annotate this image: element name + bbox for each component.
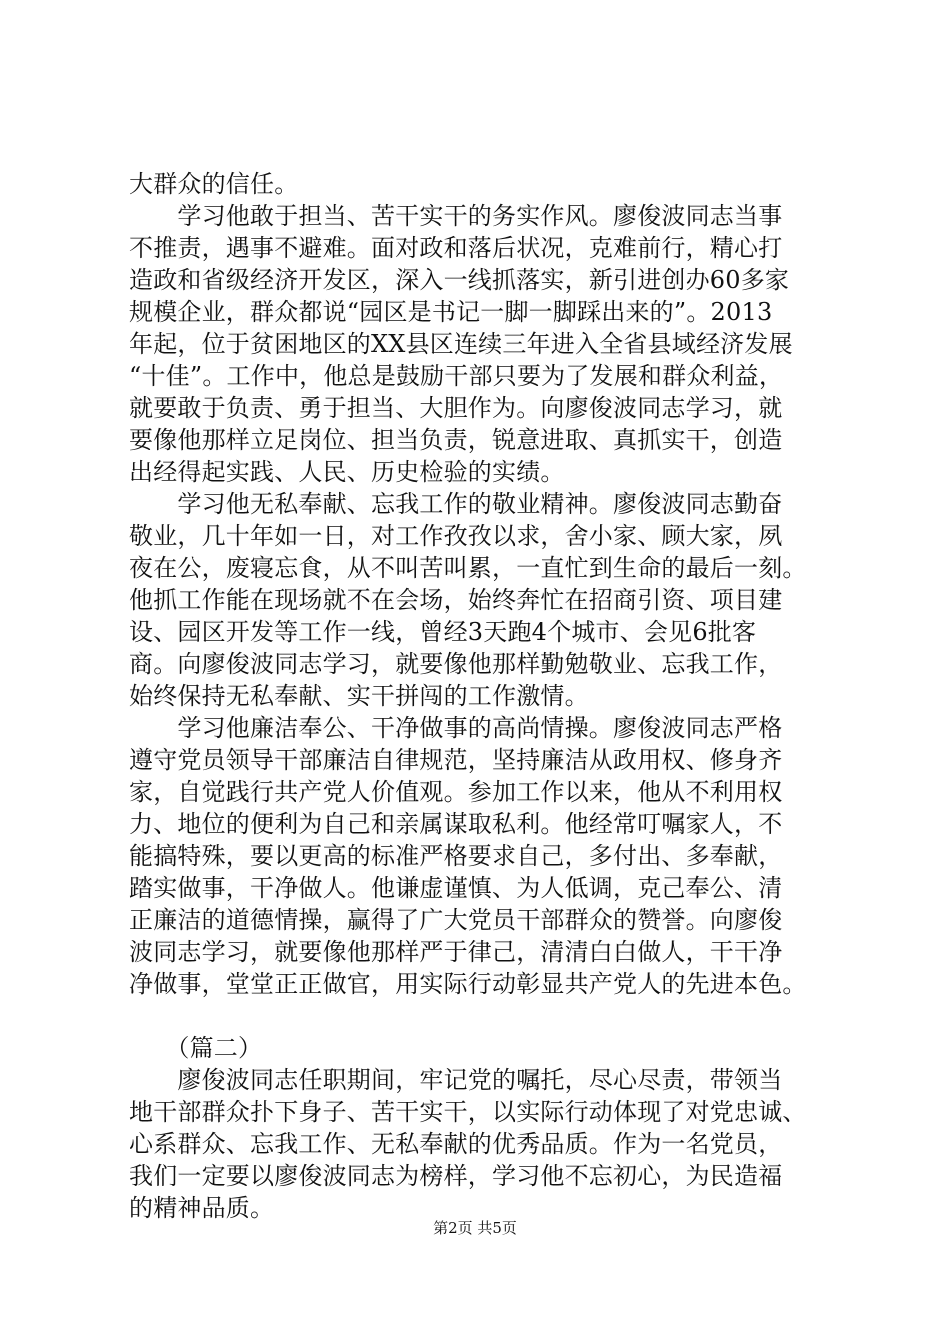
text-line: 规模企业，群众都说“园区是书记一脚一脚踩出来的”。2013	[129, 298, 773, 326]
text-line: 不推责，遇事不避难。面对政和落后状况，克难前行，精心打	[129, 234, 783, 262]
page-indicator: 第2页 共5页	[433, 1219, 517, 1237]
text-line: 始终保持无私奉献、实干拼闯的工作激情。	[129, 682, 589, 710]
section-heading	[129, 1032, 829, 1064]
paragraph-integrity	[129, 712, 829, 1000]
text-line: 我们一定要以廖俊波同志为榜样，学习他不忘初心，为民造福	[129, 1162, 783, 1190]
blank-line	[129, 1000, 829, 1032]
text-line: “十佳”。工作中，他总是鼓励干部只要为了发展和群众利益，	[129, 362, 784, 390]
text-line: 能搞特殊，要以更高的标准严格要求自己，多付出、多奉献，	[129, 842, 783, 870]
paragraph-continuation	[129, 168, 829, 200]
paragraph-section-two	[129, 1064, 829, 1224]
text-line: 要像他那样立足岗位、担当负责，锐意进取、真抓实干，创造	[129, 426, 783, 454]
text-line: 踏实做事，干净做人。他谦虚谨慎、为人低调，克己奉公、清	[129, 874, 783, 902]
text-line: 学习他无私奉献、忘我工作的敬业精神。廖俊波同志勤奋	[129, 490, 783, 518]
text-line: 造政和省级经济开发区，深入一线抓落实，新引进创办60多家	[129, 266, 790, 294]
text-line: 商。向廖俊波同志学习，就要像他那样勤勉敬业、忘我工作，	[129, 650, 783, 678]
text-line: 学习他敢于担当、苦干实干的务实作风。廖俊波同志当事	[129, 202, 783, 230]
text-line: 力、地位的便利为自己和亲属谋取私利。他经常叮嘱家人，不	[129, 810, 783, 838]
section-title: （篇二）	[129, 1034, 263, 1062]
paragraph-pragmatic-style	[129, 200, 829, 488]
text-line: 净做事，堂堂正正做官，用实际行动彰显共产党人的先进本色。	[129, 970, 807, 998]
text-line: 学习他廉洁奉公、干净做事的高尚情操。廖俊波同志严格	[129, 714, 783, 742]
text-line: 夜在公，废寝忘食，从不叫苦叫累，一直忙到生命的最后一刻。	[129, 554, 807, 582]
text-line: 他抓工作能在现场就不在会场，始终奔忙在招商引资、项目建	[129, 586, 783, 614]
text-line: 就要敢于负责、勇于担当、大胆作为。向廖俊波同志学习，就	[129, 394, 783, 422]
text-line: 遵守党员领导干部廉洁自律规范，坚持廉洁从政用权、修身齐	[129, 746, 783, 774]
text-line: 设、园区开发等工作一线，曾经3天跑4个城市、会见6批客	[129, 618, 757, 646]
document-body	[129, 168, 829, 1224]
text-line: 年起，位于贫困地区的XX县区连续三年进入全省县域经济发展	[129, 330, 793, 358]
text-line: 正廉洁的道德情操，赢得了广大党员干部群众的赞誉。向廖俊	[129, 906, 783, 934]
text-line: 大群众的信任。	[129, 170, 299, 198]
text-line: 廖俊波同志任职期间，牢记党的嘱托，尽心尽责，带领当	[129, 1066, 783, 1094]
text-line: 的精神品质。	[129, 1194, 275, 1222]
text-line: 家，自觉践行共产党人价值观。参加工作以来，他从不利用权	[129, 778, 783, 806]
text-line: 出经得起实践、人民、历史检验的实绩。	[129, 458, 565, 486]
page-footer	[0, 1218, 950, 1238]
text-line: 敬业，几十年如一日，对工作孜孜以求，舍小家、顾大家，夙	[129, 522, 783, 550]
text-line: 心系群众、忘我工作、无私奉献的优秀品质。作为一名党员，	[129, 1130, 783, 1158]
paragraph-dedication	[129, 488, 829, 712]
text-line: 波同志学习，就要像他那样严于律己，清清白白做人，干干净	[129, 938, 783, 966]
text-line: 地干部群众扑下身子、苦干实干，以实际行动体现了对党忠诚、	[129, 1098, 807, 1126]
